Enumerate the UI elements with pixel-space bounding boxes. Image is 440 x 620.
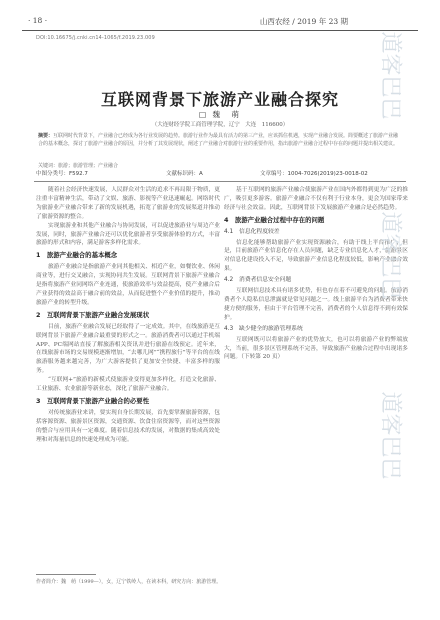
affiliation: （大连财经学院工商管理学院，辽宁 大连 116600） [151, 122, 289, 128]
left-column [36, 186, 220, 444]
subsection-heading: 4.1 信息化程度较差 [224, 228, 280, 235]
abstract [38, 132, 400, 149]
paragraph: 随着社会经济快速发展，人民群众对生活的追求不再局限于物质，更注重丰富精神生活，带动了文娱、旅游、影视等产业迅速崛起。网络时代为旅游业产业融合带来了新的发展机遇，拓宽了旅游业的发展渠道并推动了旅游资源的整合。 [36, 187, 220, 220]
keywords-text: 旅游；旅游管理；产业融合 [58, 163, 119, 169]
classification-meta [36, 169, 406, 178]
paragraph: “互联网+”旅游的新模式使旅游业变得更加多样化，打造文化旅游、工业旅游、农业旅游等新业态，深化了旅游产业融合。 [36, 377, 220, 393]
paragraph: 旅游产业融合是指旅游产业同其他相关、相近产业，如餐饮业、休闲商业等，进行交叉融合，实现协同共生发展。互联网背景下旅游产业融合是指将旅游产业同网络产业连通，使旅游效率与效益提高，使产业融合后产业获得的效益高于融合前的效益，从而促进整个产业价值的提升，推动旅游产业的转型升级。 [36, 264, 220, 306]
divider [34, 181, 406, 182]
footnote-divider [36, 574, 96, 575]
section-heading: 1 旅游产业融合的基本概念 [36, 251, 118, 260]
paragraph: 基于互联网的旅游产业融合使旅游产业在国内外都得到更为广泛的推广，吸引更多游客。旅游产业融合不仅有利于行业本身，更会为国家带来经济与社会效益。因此，互联网背景下发展旅游产业融合是必然趋势。 [224, 187, 408, 211]
watermark: 道客巴巴 [377, 391, 403, 480]
paragraph: 互联网既可以将旅游产业的优势放大，也可以将旅游产业的弊端放大，当前，很多景区管理系统不完善，导致旅游产业融合过程中出现诸多问题。（下转第 20 页） [224, 336, 408, 361]
doc-code: 文献标识码：A [166, 171, 203, 177]
journal-name: 山西农经 / 2019 年 23 期 [259, 17, 348, 26]
keywords [38, 162, 400, 169]
abstract-label: 摘要： [38, 133, 54, 139]
article-title: 互联网背景下旅游产业融合探究 [100, 90, 339, 109]
paragraph: 目前，旅游产业融合发展已经取得了一定成效。其中，在线旅游是互联网背景下旅游产业融合最重要的形式之一。旅游消费者可以通过手机端APP、PC端网站直接了解旅游相关资讯并进行旅游在线预定。近年来，在线旅游市场的交易规模逐渐增加，“去哪儿网”“携程旅行”等平台的在线旅游服务越来越完善，为广大游客提供了更加安全快捷、丰富多样的服务。 [36, 323, 220, 375]
page-number: · 18 · [28, 16, 48, 25]
keywords-label: 关键词： [38, 163, 59, 169]
paragraph: 互联网信息技术具有诸多优势，但也存在着不可避免的问题。旅游消费者个人隐私信息泄露就是常见问题之一。线上旅游平台为消费者带来快捷方便的服务，但由于平台管理不完善，消费者的个人信息得不到有效保护。 [224, 288, 408, 321]
subsection-heading: 4.2 消费者信息安全问题 [224, 277, 292, 284]
section-heading: 4 旅游产业融合过程中存在的问题 [224, 215, 325, 224]
watermark: 道客巴巴 [377, 31, 403, 120]
section-heading: 2 互联网背景下旅游产业融合发展现状 [36, 310, 150, 319]
abstract-text: 互联网时代背景下，产业融合已经成为各行业发展的趋势。旅游行业作为最具有活力的第三产业，应该抓住机遇，实现产业融合发展。简要概述了旅游产业融合的基本概念，探讨了旅游产业融合的原因，并分析了其发展现状，阐述了产业融合对旅游行业的重要作用，指出旅游产业融合过程中存在的问题并提出相关建议。 [38, 133, 399, 148]
author-footnote: 作者简介：魏 萌（1999—），女，辽宁铁岭人，在读本科，研究方向：旅游管理。 [36, 579, 222, 585]
section-heading: 3 互联网背景下旅游产业融合的必要性 [36, 396, 150, 405]
author: □ 魏 萌 [199, 110, 241, 119]
paragraph: 信息化能够帮助旅游产业实现资源融合，有助于线上平台推广，但是，目前旅游产业信息化存在人员问题，缺乏专业信息化人才，旅游景区对信息化建设投入不足，导致旅游产业信息化程度较低，影响产业融合效果。 [224, 239, 408, 273]
subsection-heading: 4.3 缺少健全的旅游管理系统 [224, 325, 303, 332]
running-header [22, 16, 418, 31]
watermark: 道客巴巴 [377, 211, 403, 300]
paragraph: 对传统旅游业来讲，要实现自身长期发展，首先要掌握旅游资源，包括客源资源、旅游景区资源，交通资源、饮食住宿资源等，而对这些资源的整合与应用具有一定难度。随着信息技术的发展，对数据的集成高效处理和对海量信息的快速处理成为可能。 [36, 409, 220, 443]
clc-number: 中图分类号：F592.7 [36, 171, 88, 177]
paragraph: 实现旅游业和其他产业融合与协同发展，可以促进旅游业与周边产业发展，同时，旅游产业融合还可以优化旅游者享受旅游体验的方式，丰富旅游的形式和内容，满足游客多样化需求。 [36, 222, 220, 247]
article-id: 文章编号：1004-7026(2019)23-0018-02 [260, 171, 368, 177]
doi-line: DOI:10.16675/j.cnki.cn14-1065/f.2019.23.009 [36, 35, 155, 41]
